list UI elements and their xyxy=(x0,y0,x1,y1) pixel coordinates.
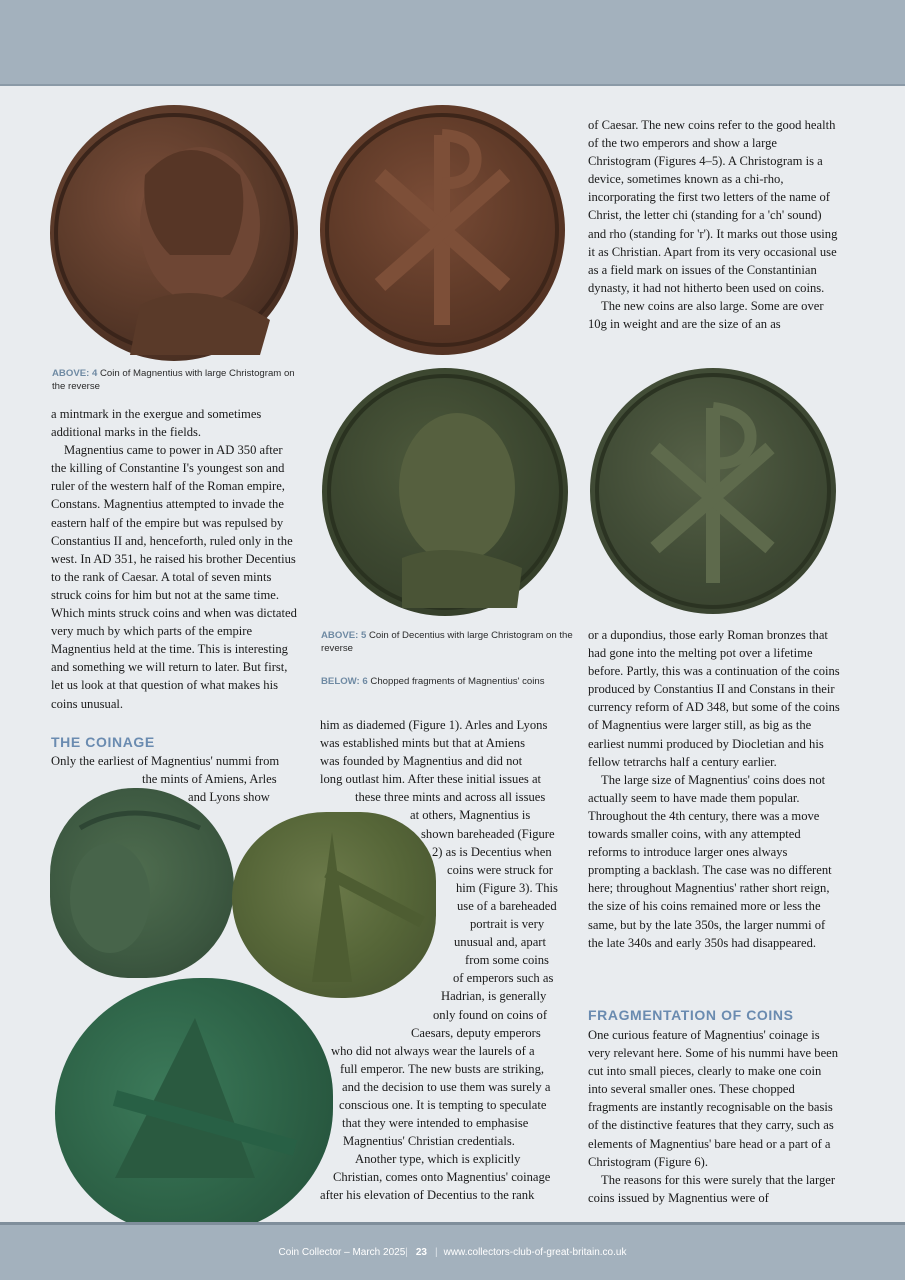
coin-image-magnentius-obverse xyxy=(50,105,298,361)
caption-text: Chopped fragments of Magnentius' coins xyxy=(367,676,545,687)
paragraph: a mintmark in the exergue and sometimes additional marks in the fields. xyxy=(51,407,262,440)
column-3-top-text xyxy=(588,116,842,333)
website-link[interactable]: www.collectors-club-of-great-britain.co.uk xyxy=(443,1247,627,1258)
caption-lead: BELOW: 6 xyxy=(321,676,368,687)
paragraph: of Caesar. The new coins refer to the good health of the two emperors and show a large Christogram (Figures 4–5). A Christogram is a device, sometimes known as a chi-rho, incorporating the first two letters of the name of Christ, the letter chi (standing for a 'ch' sound) and rho (standing for 'r'). It marks out those using it as Christian. Apart from its very occasional use as a field mark on issues of the Constantinian dynasty, it had not hitherto been used on coins. xyxy=(588,118,838,295)
section-heading-coinage: THE COINAGE xyxy=(51,734,155,750)
paragraph-line: was established mints but that at Amiens xyxy=(320,736,525,751)
coin-image-decentius-obverse xyxy=(322,368,568,616)
paragraph-line: conscious one. It is tempting to speculate xyxy=(339,1097,547,1112)
page-number: 23 xyxy=(415,1247,427,1258)
paragraph-line: Magnentius' Christian credentials. xyxy=(343,1134,515,1149)
paragraph-line: the mints of Amiens, Arles xyxy=(142,772,277,787)
caption-text: Coin of Magnentius with large Christogram on the reverse xyxy=(52,368,295,392)
section-heading-fragmentation: FRAGMENTATION OF COINS xyxy=(588,1007,794,1023)
paragraph-line: him (Figure 3). This xyxy=(456,880,558,895)
coin-image-christogram-reverse xyxy=(320,105,565,355)
paragraph: The large size of Magnentius' coins does not actually seem to have made them popular. Throughout the 4th century, there was a move towards smaller coins, with any attempted reforms to introduce larger ones always prompting a backlash. The case was no different here; throughout Magnentius' rather short reign, the size of his coins remained more or less the same, but by the late 350s, the larger nummi of the late 340s and early 350s had disappeared. xyxy=(588,772,832,950)
figure-4-caption xyxy=(52,367,302,393)
paragraph-line: Christian, comes onto Magnentius' coinage xyxy=(333,1170,551,1185)
paragraph-line: was founded by Magnentius and did not xyxy=(320,754,523,769)
caption-lead: ABOVE: 4 xyxy=(52,368,98,379)
paragraph-line: who did not always wear the laurels of a xyxy=(331,1043,535,1058)
paragraph-line: portrait is very xyxy=(470,917,545,932)
paragraph: The reasons for this were surely that the larger coins issued by Magnentius were of xyxy=(588,1172,836,1205)
paragraph-line: these three mints and across all issues xyxy=(355,790,546,805)
paragraph-line: 2) as is Decentius when xyxy=(432,844,552,859)
caption-lead: ABOVE: 5 xyxy=(321,630,367,641)
paragraph-line: Caesars, deputy emperors xyxy=(411,1025,541,1040)
paragraph: Magnentius came to power in AD 350 after the killing of Constantine I's youngest son and ruler of the western half of the Roman empire, Constans. Magnentius attempted to invade the eastern half of the empire but was repulsed by Constantius II and, henceforth, ruled only in the west. In AD 351, he raised his brother Decentius to the rank of Caesar. A total of seven mints struck coins for him but not at the same time. Which mints struck coins and when was dictated very much by which parts of the empire Magnentius held at the time. This is interesting and something we will return to later. But first, let us look at that question of what makes his coins unusual. xyxy=(51,443,297,711)
divider: | xyxy=(435,1247,438,1258)
paragraph-line: long outlast him. After these initial issues at xyxy=(320,772,542,787)
paragraph-line: him as diademed (Figure 1). Arles and Lyons xyxy=(320,718,548,732)
paragraph-line: at others, Magnentius is xyxy=(410,808,531,823)
figure-5-caption xyxy=(321,629,577,655)
coin-image-chirho-reverse xyxy=(590,368,836,614)
paragraph-line: Only the earliest of Magnentius' nummi from xyxy=(51,754,280,768)
paragraph-line: coins were struck for xyxy=(447,862,553,877)
paragraph-line: Another type, which is explicitly xyxy=(355,1152,521,1167)
figure-6-caption xyxy=(321,675,577,688)
column-2-text xyxy=(320,716,570,1205)
column-3-fragmentation-text xyxy=(588,1026,842,1207)
coin-fragment-image-1 xyxy=(50,788,234,978)
paragraph-line: after his elevation of Decentius to the rank xyxy=(320,1188,535,1203)
top-banner xyxy=(0,0,905,86)
paragraph-line: unusual and, apart xyxy=(454,935,546,950)
page-footer xyxy=(0,1222,905,1280)
paragraph: or a dupondius, those early Roman bronzes that had gone into the melting pot over a lifetime before. Partly, this was a continuation of the coins produced by Constantius II and Constans in their currency reform of AD 348, but some of the coins of Magnentius were larger still, as big as the earliest nummi produced by Diocletian and his fellow tetrarchs half a century earlier. xyxy=(588,628,840,769)
divider: | xyxy=(405,1247,408,1258)
column-3-bottom-text xyxy=(588,626,842,952)
paragraph-line: full emperor. The new busts are striking, xyxy=(340,1061,545,1076)
paragraph-line: of emperors such as xyxy=(453,971,554,986)
paragraph-line: and Lyons show xyxy=(188,790,270,805)
paragraph-line: shown bareheaded (Figure xyxy=(421,826,555,841)
caption-text: Coin of Decentius with large Christogram on the reverse xyxy=(321,630,573,654)
paragraph-line: and the decision to use them was surely a xyxy=(342,1079,551,1094)
paragraph: One curious feature of Magnentius' coinage is very relevant here. Some of his nummi have been cut into small pieces, clearly to make one coin into several smaller ones. These chopped fragments are instantly recognisable on the basis of the distinctive features that they carry, such as elements of Magnentius' bare head or a part of a Christogram (Figure 6). xyxy=(588,1028,839,1169)
paragraph: The new coins are also large. Some are over 10g in weight and are the size of an as xyxy=(588,298,824,332)
paragraph-line: use of a bareheaded xyxy=(457,898,557,913)
paragraph-line: only found on coins of xyxy=(433,1007,548,1022)
paragraph-line: Hadrian, is generally xyxy=(441,989,547,1004)
paragraph-line: from some coins xyxy=(465,953,549,968)
paragraph-line: that they were intended to emphasise xyxy=(342,1116,529,1131)
column-1-text xyxy=(51,405,301,713)
coin-fragment-image-3 xyxy=(55,978,333,1236)
magazine-issue: Coin Collector – March 2025 xyxy=(278,1247,406,1258)
